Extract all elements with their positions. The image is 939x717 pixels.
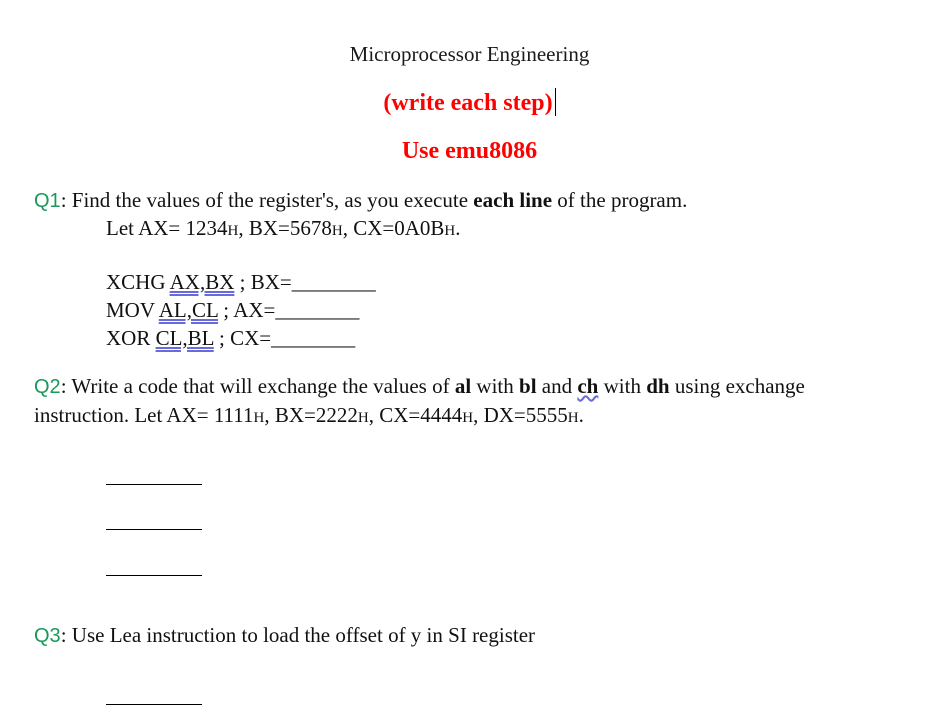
hex-suffix: H [567, 410, 579, 426]
q2-question-line-1 [34, 374, 805, 399]
code-line-2 [106, 298, 359, 323]
q1-given-end: . [455, 216, 461, 240]
hex-suffix: H [253, 410, 265, 426]
code-operands: CL,BL [155, 326, 214, 350]
instruction-use-emu: Use emu8086 [401, 138, 538, 164]
q1-given-values [106, 216, 461, 241]
q2-text: with [598, 374, 647, 398]
answer-blank-4 [106, 704, 202, 705]
document-title: Microprocessor Engineering [349, 42, 590, 66]
code-op: XCHG [106, 270, 170, 294]
hex-suffix: H [462, 410, 474, 426]
q1-text-after: of the program. [552, 188, 688, 212]
register-dh: dh [646, 374, 670, 398]
q2-text: using exchange [669, 374, 805, 398]
q2-text: with [471, 374, 520, 398]
answer-blank-1 [106, 484, 202, 485]
q1-bold-text: each line [473, 188, 553, 212]
q2-given-dx: , DX=5555 [473, 403, 568, 427]
code-line-1 [106, 270, 376, 295]
code-op: MOV [106, 298, 159, 322]
answer-blank-3 [106, 575, 202, 576]
q1-colon: : [60, 188, 67, 212]
q2-question-line-2 [34, 403, 584, 428]
code-comment-answer-blank: ; BX=________ [234, 270, 376, 294]
q1-question [34, 188, 687, 213]
q2-given-bx: , BX=2222 [264, 403, 358, 427]
q1-given-cx: , CX=0A0B [342, 216, 445, 240]
q3-question [34, 623, 535, 648]
q3-text: Use Lea instruction to load the offset of y in SI register [66, 623, 536, 647]
q2-given-ax: instruction. Let AX= 1111 [34, 403, 254, 427]
register-ch: ch [577, 374, 599, 398]
q1-text-before: Find the values of the register's, as you execute [66, 188, 474, 212]
register-bl: bl [519, 374, 537, 398]
q2-text: Write a code that will exchange the values of [66, 374, 455, 398]
answer-blank-2 [106, 529, 202, 530]
code-operands: AL,CL [158, 298, 219, 322]
code-line-3 [106, 326, 355, 351]
code-operands: AX,BX [169, 270, 235, 294]
q1-label: Q1 [34, 190, 61, 212]
hex-suffix: H [227, 223, 239, 239]
q2-given-end: . [578, 403, 584, 427]
q2-given-cx: , CX=4444 [368, 403, 463, 427]
q1-given-ax: Let AX= 1234 [106, 216, 228, 240]
q3-label: Q3 [34, 625, 61, 647]
code-op: XOR [106, 326, 156, 350]
hex-suffix: H [331, 223, 343, 239]
q2-colon: : [60, 374, 67, 398]
instruction-write-each-step [0, 88, 939, 117]
code-comment-answer-blank: ; AX=________ [218, 298, 360, 322]
q1-given-bx: , BX=5678 [238, 216, 332, 240]
hex-suffix: H [444, 223, 456, 239]
q3-colon: : [60, 623, 67, 647]
subtitle-write-each-step: (write each step) [383, 90, 553, 116]
register-al: al [454, 374, 472, 398]
hex-suffix: H [357, 410, 369, 426]
q2-text: and [536, 374, 578, 398]
q2-label: Q2 [34, 376, 61, 398]
code-comment-answer-blank: ; CX=________ [213, 326, 356, 350]
text-cursor [555, 88, 556, 116]
